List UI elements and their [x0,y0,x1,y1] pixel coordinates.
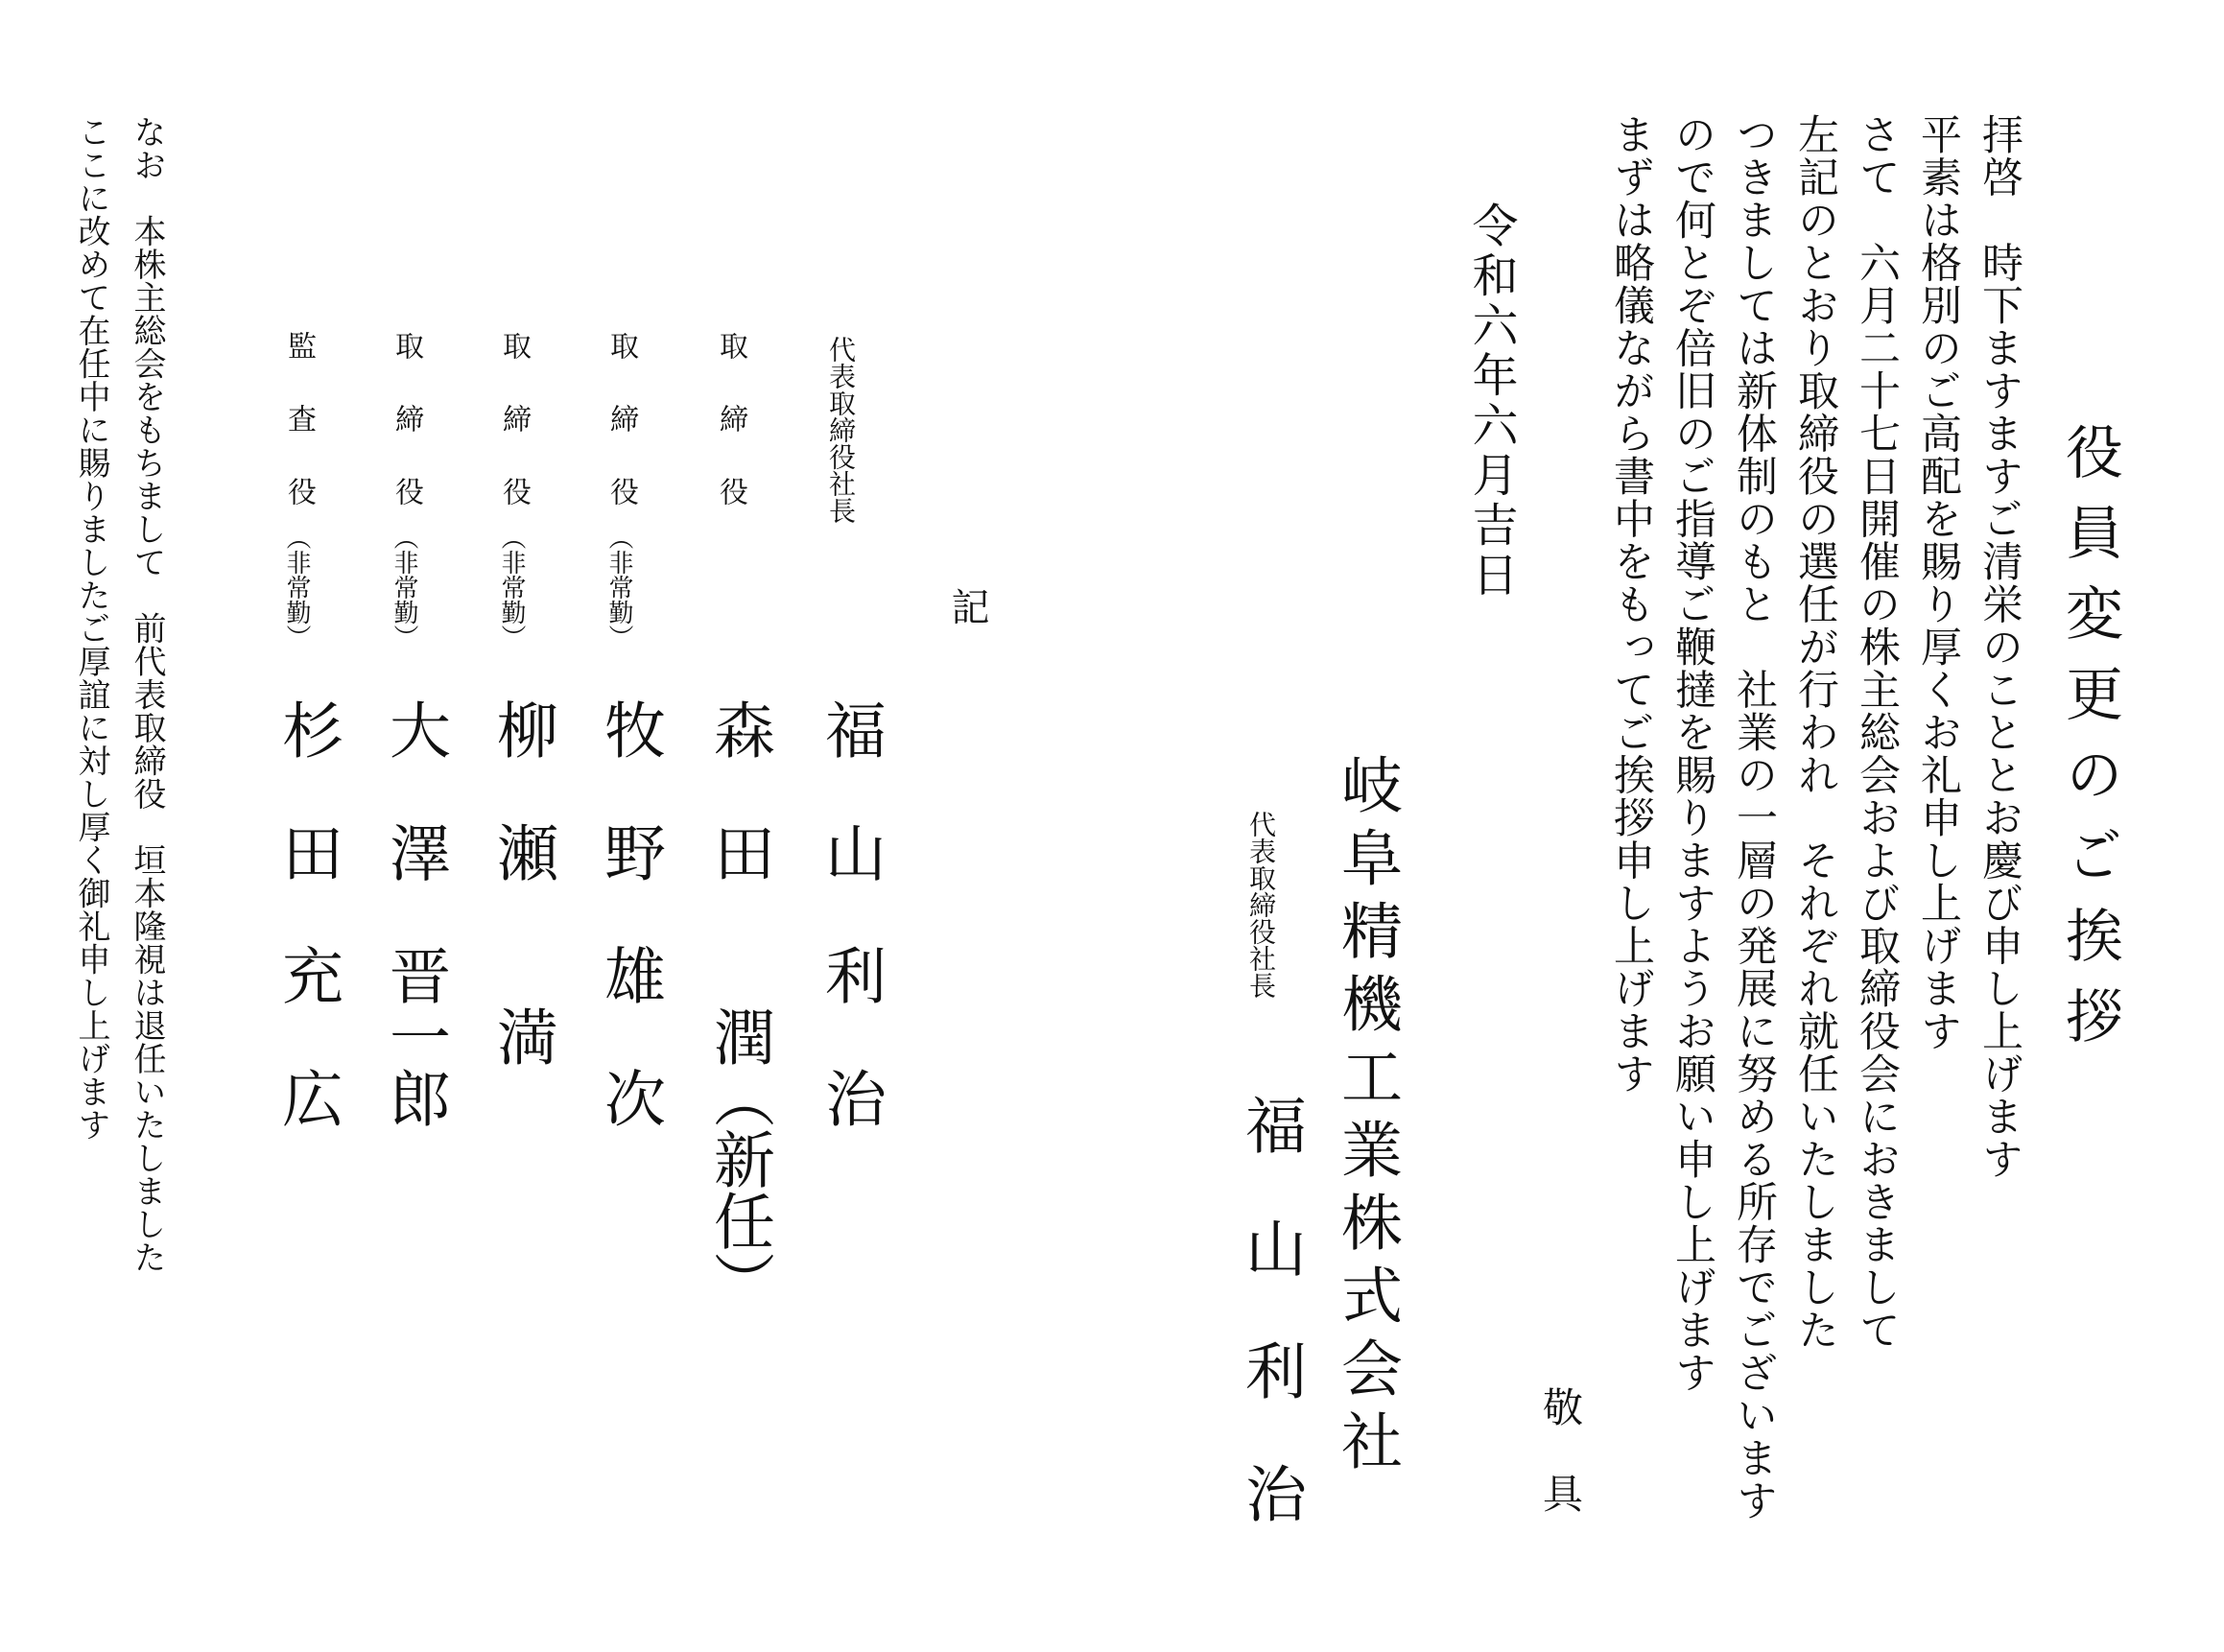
officer-role-5-char-2: 締 [390,404,423,433]
representative-title: 代表取締役社長 [1245,811,1277,999]
note-line-1: なお 本株主総会をもちまして 前代表取締役 垣本隆視は退任いたしました [128,115,166,1274]
officer-role-3-char-1: 取 [604,331,638,360]
page-title: 役員変更のご挨拶 [2056,422,2123,1067]
body-line-3: さて 六月二十七日開催の株主総会および取締役会におきまして [1853,113,1901,1352]
officer-role-5 [391,331,428,649]
officer-role-4-char-1: 取 [497,331,531,360]
body-line-4: 左記のとおり取締役の選任が行われ それぞれ就任いたしました [1791,113,1839,1352]
officer-role-6-char-2: 査 [282,404,316,433]
officer-name-2: 森 田 潤（新任） [703,698,774,1312]
officer-role-3-char-2: 締 [604,404,638,433]
officer-role-6-part-time: （非常勤） [282,525,311,649]
body-line-2: 平素は格別のご高配を賜り厚くお礼申し上げます [1914,113,1962,1052]
officer-role-3-part-time: （非常勤） [604,525,633,649]
officer-role-6-char-1: 監 [282,331,316,360]
officer-name-6: 杉 田 充 広 [272,698,343,1128]
body-line-1: 拝啓 時下ますますご清栄のこととお慶び申し上げます [1976,113,2023,1181]
company-name: 岐阜精機工業株式会社 [1331,753,1402,1482]
closing-kei: 敬 [1537,1386,1584,1427]
ki-marker: 記 [945,587,989,625]
officer-role-3 [606,331,643,649]
date: 令和六年六月吉日 [1464,201,1518,601]
officer-name-4: 柳 瀬 満 [486,698,557,1067]
officer-role-4 [499,331,535,649]
officer-role-2-char-3: 役 [714,477,747,506]
officer-name-1: 福 山 利 治 [815,698,886,1128]
officer-role-2-char-1: 取 [714,331,747,360]
officer-role-5-part-time: （非常勤） [390,525,418,649]
body-line-7: まずは略儀ながら書中をもってご挨拶申し上げます [1607,113,1655,1096]
officer-role-1: 代表取締役社長 [825,336,857,524]
note-line-2: ここに改めて在任中に賜りましたご厚誼に対し厚く御礼申し上げます [72,115,110,1142]
body-line-5: つきましては新体制のもと 社業の一層の発展に努める所存でございます [1730,113,1778,1522]
officer-role-2 [716,331,752,506]
officer-role-5-char-1: 取 [390,331,423,360]
body-line-6: ので何とぞ倍旧のご指導ご鞭撻を賜りますようお願い申し上げます [1668,113,1716,1394]
officer-role-6-char-3: 役 [282,477,316,506]
officer-role-4-part-time: （非常勤） [497,525,526,649]
officer-role-5-char-3: 役 [390,477,423,506]
closing-gu: 具 [1537,1473,1584,1513]
officer-name-3: 牧 野 雄 次 [594,698,665,1128]
officer-role-2-char-2: 締 [714,404,747,433]
representative-name: 福 山 利 治 [1235,1094,1306,1523]
officer-role-4-char-2: 締 [497,404,531,433]
officer-role-4-char-3: 役 [497,477,531,506]
officer-role-6 [284,331,320,649]
officer-name-5: 大 澤 晋一郎 [379,698,450,1128]
officer-role-3-char-3: 役 [604,477,638,506]
